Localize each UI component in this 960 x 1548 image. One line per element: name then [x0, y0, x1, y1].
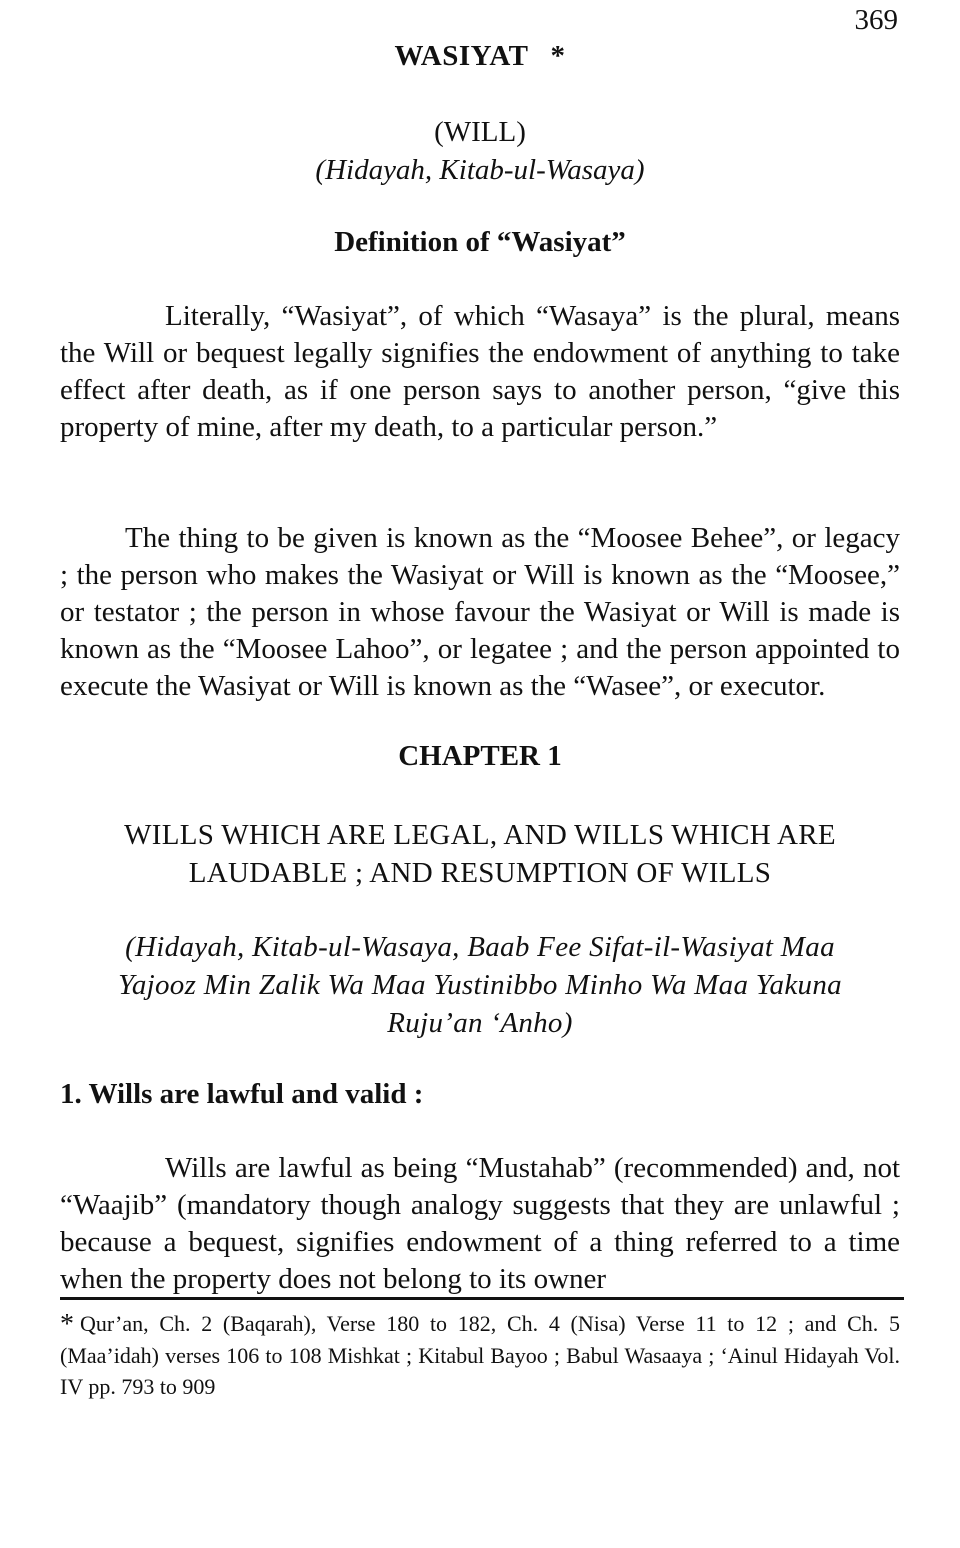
footnote-star: * — [60, 1309, 74, 1340]
footnote-marker: * — [550, 40, 566, 72]
definition-heading: Definition of “Wasiyat” — [334, 226, 626, 258]
footnote — [60, 1308, 900, 1402]
subtitle-source: (Hidayah, Kitab-ul-Wasaya) — [315, 154, 645, 186]
chapter-source-line-2: Yajooz Min Zalik Wa Maa Yustinibbo Minho Wa Maa Yakuna — [118, 969, 842, 1001]
footnote-divider — [60, 1297, 904, 1300]
title-text: WASIYAT — [394, 40, 529, 72]
section-paragraph-main: Wills are lawful as being “Mustahab” (recommended) and, not “Waajib” (mandatory though analogy suggests that they are unlawful ; because a bequest, signifies endowment of a thing — [60, 1152, 900, 1258]
footnote-text: Qur’an, Ch. 2 (Baqarah), Verse 180 to 182, Ch. 4 (Nisa) Verse 11 to 12 ; and Ch. 5 (Maa’idah) verses 106 to 108 Mishkat ; Kitabul Bayoo ; Babul Wasaaya ; ‘Ainul Hidayah Vol. IV pp. 793 to 909 — [60, 1311, 900, 1399]
chapter-source-line-1: (Hidayah, Kitab-ul-Wasaya, Baab Fee Sifat-il-Wasiyat Maa — [125, 931, 835, 963]
page-number: 369 — [854, 4, 898, 36]
definition-paragraph-1: Literally, “Wasiyat”, of which “Wasaya” is the plural, means the Will or bequest legally signifies the endowment of anything to take effect after death, as if one person says to another person, “give this property of mine, after my death, to a particular person.” — [60, 300, 900, 443]
chapter-label: CHAPTER 1 — [398, 740, 562, 772]
page-title — [0, 40, 960, 73]
chapter-title-line-2: LAUDABLE ; AND RESUMPTION OF WILLS — [188, 857, 772, 889]
section-paragraph-last-line: referred to a time when the property does not belong to its owner — [60, 1226, 900, 1295]
definition-paragraph-2: The thing to be given is known as the “Moosee Behee”, or legacy ; the person who makes the Wasiyat or Will is known as the “Moosee,” or testator ; the person in whose favour the Wasiyat or Will is made is known as the “Moosee Lahoo”, or legatee ; and the person appointed to execute the Wasiyat or Will is known as the “Wasee”, or executor. — [60, 522, 900, 702]
chapter-source-line-3: Ruju’an ‘Anho) — [387, 1007, 573, 1039]
chapter-title-line-1: WILLS WHICH ARE LEGAL, AND WILLS WHICH ARE — [124, 819, 836, 851]
section-heading: 1. Wills are lawful and valid : — [60, 1078, 424, 1110]
section-paragraph — [60, 1150, 900, 1298]
subtitle-english: (WILL) — [434, 116, 526, 148]
